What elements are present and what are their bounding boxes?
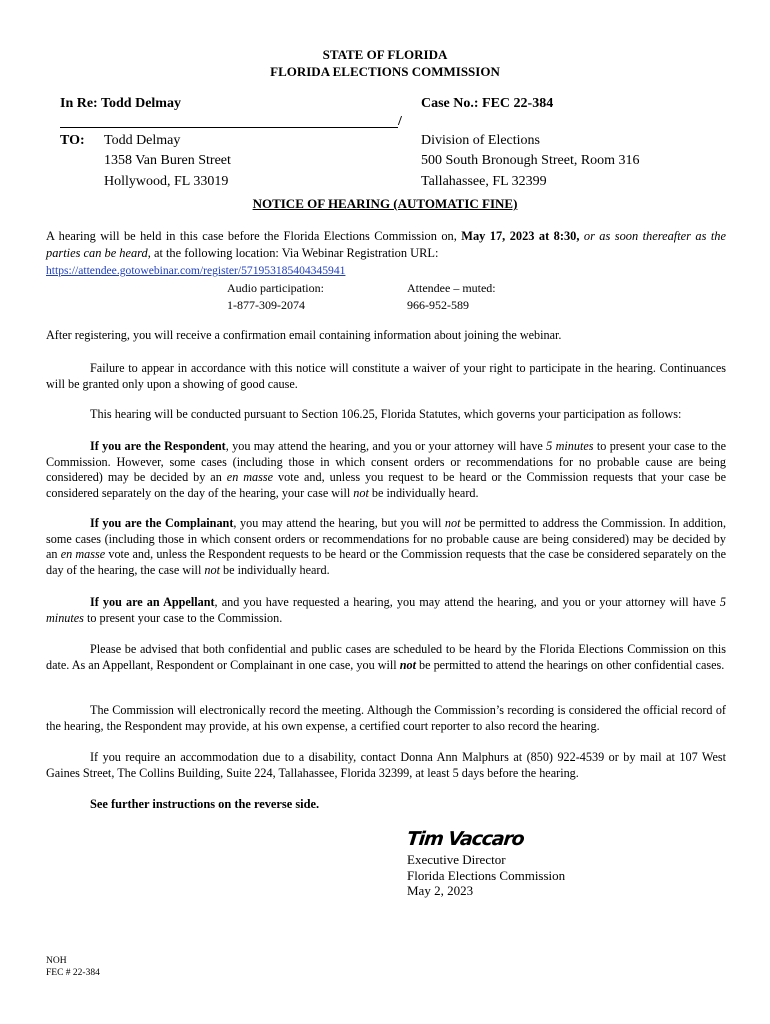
case-number: Case No.: FEC 22-384	[421, 96, 554, 111]
to-label: TO:	[60, 133, 85, 148]
case-divider-slash: /	[398, 114, 402, 129]
footer-form-code: NOH	[46, 956, 67, 966]
recording-paragraph: The Commission will electronically record the meeting. Although the Commission’s recording is considered the official record of the hearing, the Respondent may provide, at his own expense, a certified court reporter to also record the hearing.	[46, 703, 726, 733]
recipient-name: Todd Delmay	[104, 133, 181, 148]
confidential-cases-paragraph: Please be advised that both confidential and public cases are scheduled to be heard by the Florida Elections Commission on this date. As an Appellant, Respondent or Complainant in one case, you will not be permitted to attend the hearings on other confidential cases.	[46, 642, 726, 672]
signature: Tim Vaccaro	[405, 828, 525, 850]
state-heading: STATE OF FLORIDA	[322, 47, 448, 62]
see-further-instructions: See further instructions on the reverse side.	[90, 797, 320, 811]
signature-date: May 2, 2023	[407, 883, 474, 898]
notice-title: NOTICE OF HEARING (AUTOMATIC FINE)	[252, 196, 518, 211]
sender-name: Division of Elections	[421, 133, 540, 148]
statute-paragraph: This hearing will be conducted pursuant to Section 106.25, Florida Statutes, which governs your participation as follows:	[90, 407, 682, 421]
audio-participation-label: Audio participation:	[227, 281, 324, 295]
signer-organization: Florida Elections Commission	[407, 868, 566, 883]
hearing-paragraph: A hearing will be held in this case before the Florida Elections Commission on, May 17, 2023 at 8:30, or as soon thereafter as the parties can be heard, at the following location: Via Webinar Registration URL:	[46, 229, 726, 260]
footer-case-number: FEC # 22-384	[46, 968, 100, 978]
in-re-label: In Re: Todd Delmay	[60, 96, 181, 111]
attendee-access-code: 966-952-589	[407, 298, 469, 312]
failure-to-appear-paragraph: Failure to appear in accordance with this notice will constitute a waiver of your right to participate in the hearing. Continuances will be granted only upon a showing of good cause.	[46, 361, 726, 391]
after-registering-text: After registering, you will receive a confirmation email containing information about joining the webinar.	[46, 328, 562, 342]
complainant-paragraph: If you are the Complainant, you may attend the hearing, but you will not be permitted to address the Commission. In addition, some cases (including those in which consent orders or recommendations for no probable cause are being considered) may be decided by an en masse vote and, unless the Respondent requests to be heard or the Commission requests that the case be considered separately on the day of the hearing, the case will not be individually heard.	[46, 516, 726, 577]
hearing-date: May 17, 2023 at 8:30,	[461, 229, 580, 243]
commission-heading: FLORIDA ELECTIONS COMMISSION	[270, 64, 500, 79]
sender-street: 500 South Bronough Street, Room 316	[421, 153, 640, 168]
attendee-muted-label: Attendee – muted:	[407, 281, 496, 295]
sender-city: Tallahassee, FL 32399	[421, 174, 547, 189]
signer-title: Executive Director	[407, 852, 506, 867]
respondent-paragraph: If you are the Respondent, you may attend the hearing, and you or your attorney will have 5 minutes to present your case to the Commission. However, some cases (including those in which consent orders or recommendations for no probable cause are being considered) may be decided by an en masse vote and, unless you request to be heard or the Commission requests that your case be considered separately on the day of the hearing, your case will not be individually heard.	[46, 439, 726, 500]
webinar-registration-link[interactable]: https://attendee.gotowebinar.com/register/571953185404345941	[46, 264, 346, 277]
audio-phone-number: 1-877-309-2074	[227, 298, 305, 312]
appellant-paragraph: If you are an Appellant, and you have requested a hearing, you may attend the hearing, and you or your attorney will have 5 minutes to present your case to the Commission.	[46, 595, 726, 625]
recipient-city: Hollywood, FL 33019	[104, 174, 229, 189]
recipient-street: 1358 Van Buren Street	[104, 153, 231, 168]
accommodation-paragraph: If you require an accommodation due to a disability, contact Donna Ann Malphurs at (850) 922-4539 or by mail at 107 West Gaines Street, The Collins Building, Suite 224, Tallahassee, Florida 32399, at least 5 days before the hearing.	[46, 750, 726, 780]
case-divider-line	[60, 127, 398, 128]
